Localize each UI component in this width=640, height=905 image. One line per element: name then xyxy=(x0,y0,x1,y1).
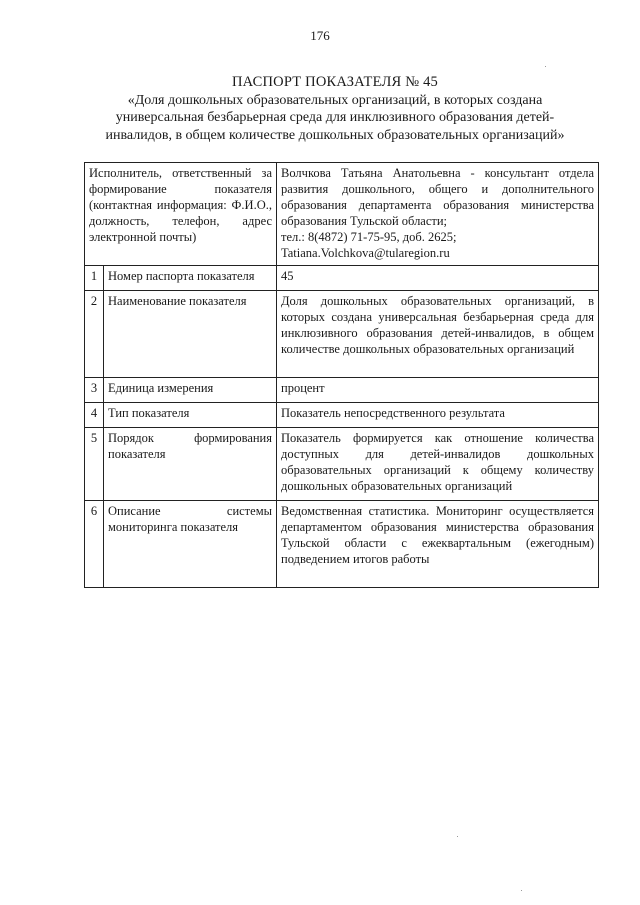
row-value: процент xyxy=(277,378,599,403)
row-number: 1 xyxy=(85,266,104,291)
row-number: 2 xyxy=(85,291,104,378)
page-number: 176 xyxy=(310,28,330,43)
indicator-title-line-2: универсальная безбарьерная среда для инклюзивного образования детей- xyxy=(115,110,555,125)
responsible-label: Исполнитель, ответственный за формирование показателя (контактная информация: Ф.И.О., должность, телефон, адрес электронной почты) xyxy=(85,163,277,266)
responsible-phone: тел.: 8(4872) 71-75-95, доб. 2625; xyxy=(281,230,457,244)
table-row xyxy=(85,291,599,378)
row-label: Наименование показателя xyxy=(104,291,277,378)
scan-speck xyxy=(545,66,546,67)
row-value: Показатель формируется как отношение количества доступных для детей-инвалидов дошкольных образовательных организаций к общему количеству дошкольных образовательных организаций xyxy=(277,428,599,501)
responsible-person: Волчкова Татьяна Анатольевна - консультант отдела развития дошкольного, общего и дополнительного образования департамента образования министерства образования Тульской области; xyxy=(281,166,594,228)
row-value: Доля дошкольных образовательных организаций, в которых создана универсальная безбарьерная среда для инклюзивного образования детей-инвалидов, в общем количестве дошкольных образовательных организаций xyxy=(277,291,599,378)
indicator-title-line-1: «Доля дошкольных образовательных организаций, в которых создана xyxy=(127,92,543,108)
table-row xyxy=(85,428,599,501)
row-label: Тип показателя xyxy=(104,403,277,428)
table-row xyxy=(85,501,599,588)
table-row-responsible xyxy=(85,163,599,266)
row-label: Единица измерения xyxy=(104,378,277,403)
row-number: 3 xyxy=(85,378,104,403)
row-label: Порядок формирования показателя xyxy=(104,428,277,501)
row-number: 5 xyxy=(85,428,104,501)
row-value: Показатель непосредственного результата xyxy=(277,403,599,428)
row-number: 6 xyxy=(85,501,104,588)
row-label: Описание системы мониторинга показателя xyxy=(104,501,277,588)
row-label: Номер паспорта показателя xyxy=(104,266,277,291)
responsible-email: Tatiana.Volchkova@tularegion.ru xyxy=(281,246,450,260)
passport-heading: ПАСПОРТ ПОКАЗАТЕЛЯ № 45 xyxy=(232,74,438,90)
row-number: 4 xyxy=(85,403,104,428)
table-row xyxy=(85,266,599,291)
scan-speck xyxy=(457,836,458,837)
indicator-title-line-3: инвалидов, в общем количестве дошкольных образовательных организаций» xyxy=(105,127,565,143)
row-value: 45 xyxy=(277,266,599,291)
scan-speck xyxy=(521,890,522,891)
responsible-value xyxy=(277,163,599,266)
table-row xyxy=(85,378,599,403)
table-row xyxy=(85,403,599,428)
row-value: Ведомственная статистика. Мониторинг осуществляется департаментом образования министерства образования Тульской области с ежеквартальным (ежегодным) подведением итогов работы xyxy=(277,501,599,588)
document-title xyxy=(70,74,600,144)
passport-table xyxy=(84,162,599,588)
